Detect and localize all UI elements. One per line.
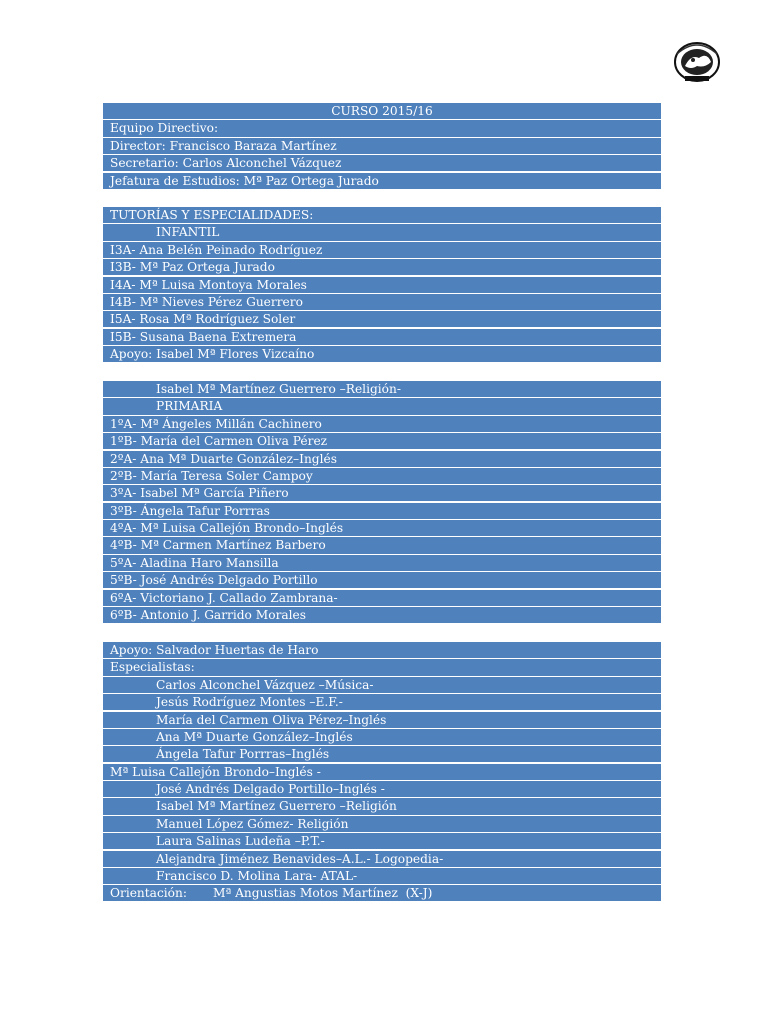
orientacion-label: Orientación: xyxy=(110,886,187,901)
especialista-row: Laura Salinas Ludeña –P.T.- xyxy=(103,833,661,849)
infantil-row: I3A- Ana Belén Peinado Rodríguez xyxy=(103,242,661,258)
apoyo-row: Apoyo: Salvador Huertas de Haro xyxy=(103,642,661,658)
primaria-row: 1ºA- Mª Ángeles Millán Cachinero xyxy=(103,416,661,432)
section-title: TUTORÍAS Y ESPECIALIDADES: xyxy=(103,207,661,223)
primaria-row: 4ºB- Mª Carmen Martínez Barbero xyxy=(103,537,661,553)
especialista-row: Ana Mª Duarte González–Inglés xyxy=(103,729,661,745)
header-row: Jefatura de Estudios: Mª Paz Ortega Jurado xyxy=(103,173,661,189)
primaria-block xyxy=(103,381,661,624)
especialista-row: Isabel Mª Martínez Guerrero –Religión xyxy=(103,798,661,814)
primaria-row: 4ºA- Mª Luisa Callejón Brondo–Inglés xyxy=(103,520,661,536)
course-title: CURSO 2015/16 xyxy=(103,103,661,119)
primaria-row: 6ºB- Antonio J. Garrido Morales xyxy=(103,607,661,623)
orientacion-row xyxy=(103,885,661,901)
primaria-row: 2ºA- Ana Mª Duarte González–Inglés xyxy=(103,451,661,467)
primaria-row: 3ºA- Isabel Mª García Piñero xyxy=(103,485,661,501)
primaria-row: 2ºB- María Teresa Soler Campoy xyxy=(103,468,661,484)
infantil-row: I4B- Mª Nieves Pérez Guerrero xyxy=(103,294,661,310)
especialista-row: Ángela Tafur Porrras–Inglés xyxy=(103,746,661,762)
header-row: Secretario: Carlos Alconchel Vázquez xyxy=(103,155,661,171)
especialista-row: María del Carmen Oliva Pérez–Inglés xyxy=(103,712,661,728)
infantil-subtitle: INFANTIL xyxy=(103,224,661,240)
religion-row: Isabel Mª Martínez Guerrero –Religión- xyxy=(103,381,661,397)
especialista-row: Francisco D. Molina Lara- ATAL- xyxy=(103,868,661,884)
primaria-row: 5ºB- José Andrés Delgado Portillo xyxy=(103,572,661,588)
especialistas-title: Especialistas: xyxy=(103,659,661,675)
especialista-row: Carlos Alconchel Vázquez –Música- xyxy=(103,677,661,693)
header-row: Equipo Directivo: xyxy=(103,120,661,136)
infantil-row: I4A- Mª Luisa Montoya Morales xyxy=(103,277,661,293)
primaria-subtitle: PRIMARIA xyxy=(103,398,661,414)
school-seal-logo xyxy=(671,38,723,84)
infantil-row: I3B- Mª Paz Ortega Jurado xyxy=(103,259,661,275)
primaria-row: 6ºA- Victoriano J. Callado Zambrana- xyxy=(103,590,661,606)
primaria-row: 3ºB- Ángela Tafur Porrras xyxy=(103,503,661,519)
especialista-row: José Andrés Delgado Portillo–Inglés - xyxy=(103,781,661,797)
infantil-block xyxy=(103,207,661,363)
header-block xyxy=(103,103,661,190)
infantil-row: Apoyo: Isabel Mª Flores Vizcaíno xyxy=(103,346,661,362)
especialista-row: Manuel López Gómez- Religión xyxy=(103,816,661,832)
especialistas-block xyxy=(103,642,661,903)
orientacion-value: Mª Angustias Motos Martínez (X-J) xyxy=(212,886,433,901)
infantil-row: I5B- Susana Baena Extremera xyxy=(103,329,661,345)
primaria-row: 5ºA- Aladina Haro Mansilla xyxy=(103,555,661,571)
especialista-row: Jesús Rodríguez Montes –E.F.- xyxy=(103,694,661,710)
infantil-row: I5A- Rosa Mª Rodríguez Soler xyxy=(103,311,661,327)
header-row: Director: Francisco Baraza Martínez xyxy=(103,138,661,154)
especialista-row: Mª Luisa Callejón Brondo–Inglés - xyxy=(103,764,661,780)
especialista-row: Alejandra Jiménez Benavides–A.L.- Logopedia- xyxy=(103,851,661,867)
primaria-row: 1ºB- María del Carmen Oliva Pérez xyxy=(103,433,661,449)
